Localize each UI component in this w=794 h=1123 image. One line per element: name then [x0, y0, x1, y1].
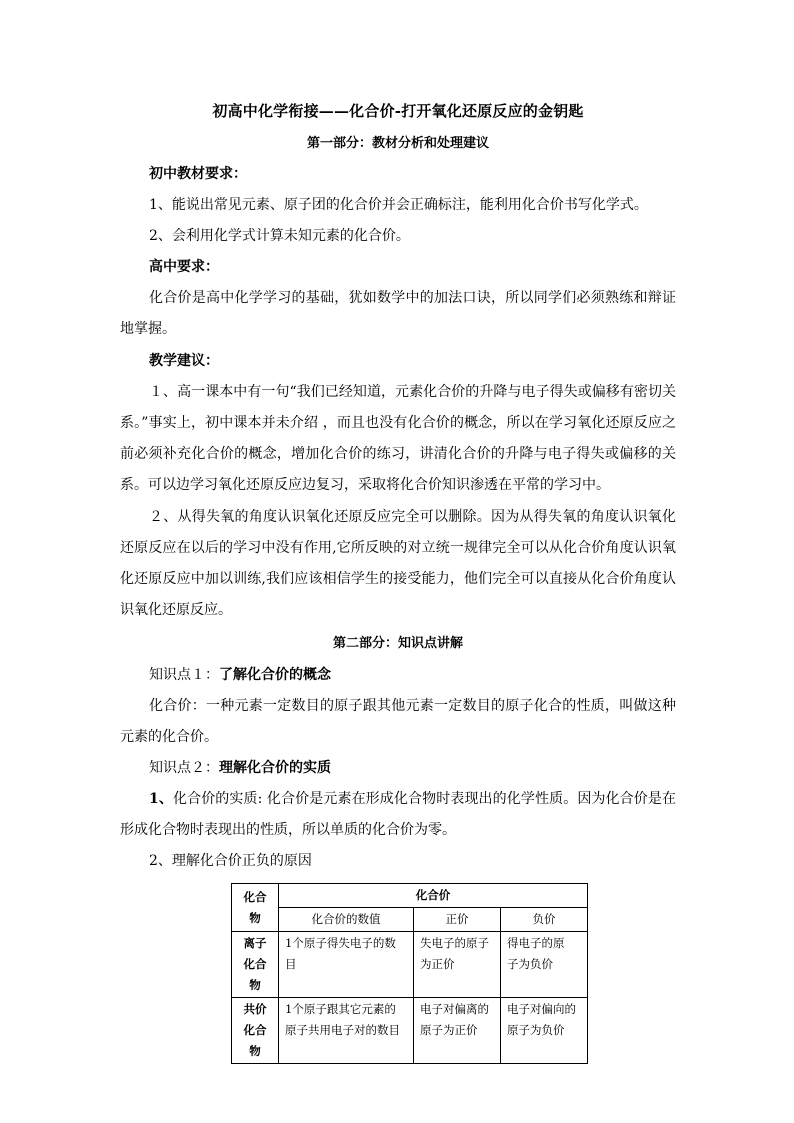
part1-heading: 第一部分：教材分析和处理建议: [306, 136, 489, 151]
row-ionic-negative-line2: 子为负价: [507, 957, 553, 971]
junior-item-1: 1、能说出常见元素、原子团的化合价并会正确标注，能利用化合价书写化学式。: [149, 197, 648, 213]
document-title: 初高中化学衔接——化合价-打开氧化还原反应的金钥匙: [212, 102, 584, 120]
row-covalent-positive: [414, 998, 501, 1064]
row-covalent-negative-line1: 电子对偏向的: [507, 1002, 576, 1016]
teaching-suggestions-label: 教学建议：: [149, 353, 219, 369]
row-ionic-name: [232, 932, 279, 998]
table-subheader-row: [232, 908, 588, 932]
kp2-item-1-text: 化合价的实质: 化合价是元素在形成化合物时表现出的化学性质。因为化合价是在形成化合物时表现出的性质，所以单质的化合价为零。: [120, 791, 676, 838]
row-covalent-positive-line2: 原子为正价: [420, 1023, 478, 1037]
kp1-text: 化合价：一种元素一定数目的原子跟其他元素一定数目的原子化合的性质，叫做这种元素的化合价。: [120, 698, 676, 745]
row-ionic-value: 1个原子得失电子的数目: [279, 932, 414, 998]
kp1-title: 了解化合价的概念: [219, 667, 331, 683]
row-covalent-name-line1: 共价: [243, 1002, 267, 1016]
knowledge-point-2: [120, 753, 676, 784]
teaching-suggestion-1: １、高一课本中有一句“我们已经知道，元素化合价的升降与电子得失或偏移有密切关系。”事实上，初中课本并未介绍 ，而且也没有化合价的概念，所以在学习氧化还原反应之前必须补充化合价的概念，增加化合价的练习，讲清化合价的升降与电子得失或偏移的关系。可以边学习氧化还原反应边复习，采取将化合价知识渗透在平常的学习中。: [120, 384, 676, 493]
row-covalent-positive-line1: 电子对偏离的: [420, 1002, 489, 1016]
header-valence: 化合价: [279, 884, 588, 908]
part2-heading: 第二部分：知识点讲解: [332, 636, 463, 651]
subheader-value: 化合价的数值: [279, 908, 414, 932]
header-compound: 化合物: [232, 884, 279, 932]
row-ionic-negative: [501, 932, 588, 998]
subheader-negative: 负价: [501, 908, 588, 932]
kp2-title: 理解化合价的实质: [219, 760, 331, 776]
table-row: [232, 932, 588, 998]
row-ionic-name-line2: 化合物: [243, 957, 267, 992]
row-covalent-value-line2: 原子共用电子对的数目: [285, 1023, 400, 1037]
senior-requirements-text: 化合价是高中化学学习的基础，犹如数学中的加法口诀，所以同学们必须熟练和辩证地掌握。: [120, 290, 676, 337]
row-covalent-name-line2: 化合物: [243, 1023, 267, 1058]
row-ionic-negative-line1: 得电子的原: [507, 936, 565, 950]
kp2-prefix: 知识点２：: [149, 760, 219, 776]
table-row: [232, 998, 588, 1064]
document-page: [120, 96, 676, 1064]
table-header-row: [232, 884, 588, 908]
teaching-suggestion-2: ２、从得失氧的角度认识氧化还原反应完全可以删除。因为从得失氧的角度认识氧化还原反应在以后的学习中没有作用,它所反映的对立统一规律完全可以从化合价角度认识氧化还原反应中加以训练,我们应该相信学生的接受能力，他们完全可以直接从化合价角度认识氧化还原反应。: [120, 509, 676, 618]
row-ionic-positive: [414, 932, 501, 998]
row-ionic-name-line1: 离子: [243, 936, 267, 950]
row-covalent-value-line1: 1个原子跟其它元素的: [285, 1002, 396, 1016]
kp2-item-1-lead: 1、: [149, 791, 173, 807]
junior-requirements-label: 初中教材要求：: [149, 166, 247, 182]
valence-table-wrap: [231, 883, 676, 1064]
row-covalent-negative: [501, 998, 588, 1064]
junior-item-2: 2、会利用化学式计算未知元素的化合价。: [149, 228, 410, 244]
valence-table: [231, 883, 588, 1064]
row-ionic-positive-line1: 失电子的原子: [420, 936, 489, 950]
senior-requirements-label: 高中要求：: [149, 259, 219, 275]
row-covalent-name: [232, 998, 279, 1064]
kp2-item-1: [120, 784, 676, 846]
row-covalent-negative-line2: 原子为负价: [507, 1023, 565, 1037]
row-covalent-value: [279, 998, 414, 1064]
subheader-positive: 正价: [414, 908, 501, 932]
kp1-prefix: 知识点１：: [149, 667, 219, 683]
row-ionic-positive-line2: 为正价: [420, 957, 455, 971]
kp2-item-2: 2、理解化合价正负的原因: [149, 853, 312, 869]
knowledge-point-1: [120, 660, 676, 691]
